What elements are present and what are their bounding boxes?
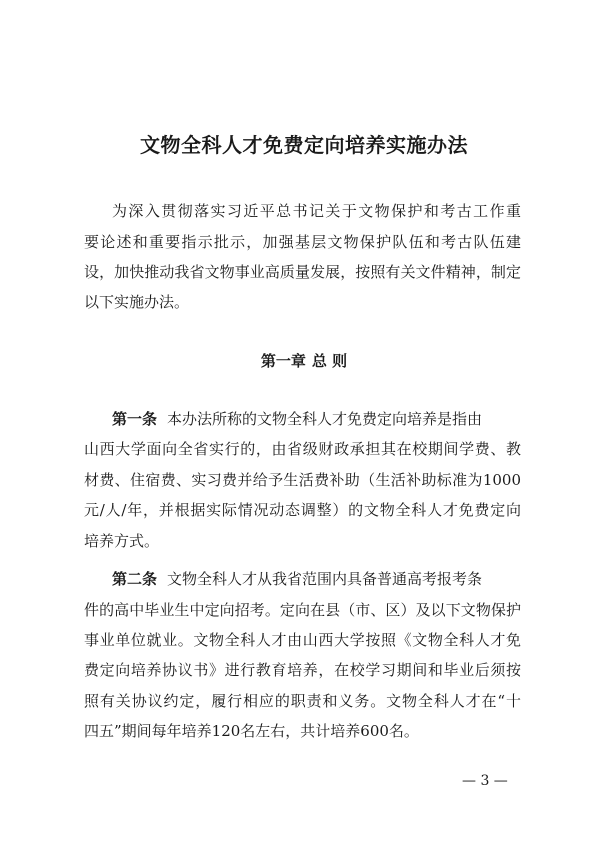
article-1-line-5: 培养方式。 [84,532,160,550]
article-2-line-6: 四五”期间每年培养120名左右，共计培养600名。 [84,722,419,740]
preamble-line-4: 以下实施办法。 [84,293,190,311]
page-number: — 3 — [462,773,508,789]
article-2-label: 第二条 [112,570,158,588]
article-2-first-line [112,569,521,589]
article-1-first-text: 本办法所称的文物全科人才免费定向培养是指由 [167,410,483,428]
article-1-line-3: 材费、住宿费、实习费并给予生活费补助（生活补助标准为1000 [84,471,521,489]
article-2-line-5: 照有关协议约定，履行相应的职责和义务。文物全科人才在“十 [84,692,521,710]
article-2-line-2: 件的高中毕业生中定向招考。定向在县（市、区）及以下文物保护 [84,601,521,619]
article-2-line-4: 费定向培养协议书》进行教育培养，在校学习期间和毕业后须按 [84,661,521,679]
article-1-line-4: 元/人/年，并根据实际情况动态调整）的文物全科人才免费定向 [84,501,521,519]
chapter-number: 第一章 [260,352,306,370]
preamble-line-2: 要论述和重要指示批示，加强基层文物保护队伍和考古队伍建 [84,233,521,251]
preamble-line-1: 为深入贯彻落实习近平总书记关于文物保护和考古工作重 [112,202,521,220]
chapter-title: 总 则 [311,352,348,370]
article-1-first-line [112,409,521,429]
article-2-line-3: 事业单位就业。文物全科人才由山西大学按照《文物全科人才免 [84,631,521,649]
preamble-line-3: 设，加快推动我省文物事业高质量发展，按照有关文件精神，制定 [84,263,521,281]
chapter-heading [0,351,608,371]
article-2-first-text: 文物全科人才从我省范围内具备普通高考报考条 [167,570,483,588]
article-1-label: 第一条 [112,410,158,428]
document-title: 文物全科人才免费定向培养实施办法 [140,133,468,157]
article-1-line-2: 山西大学面向全省实行的，由省级财政承担其在校期间学费、教 [84,440,521,458]
